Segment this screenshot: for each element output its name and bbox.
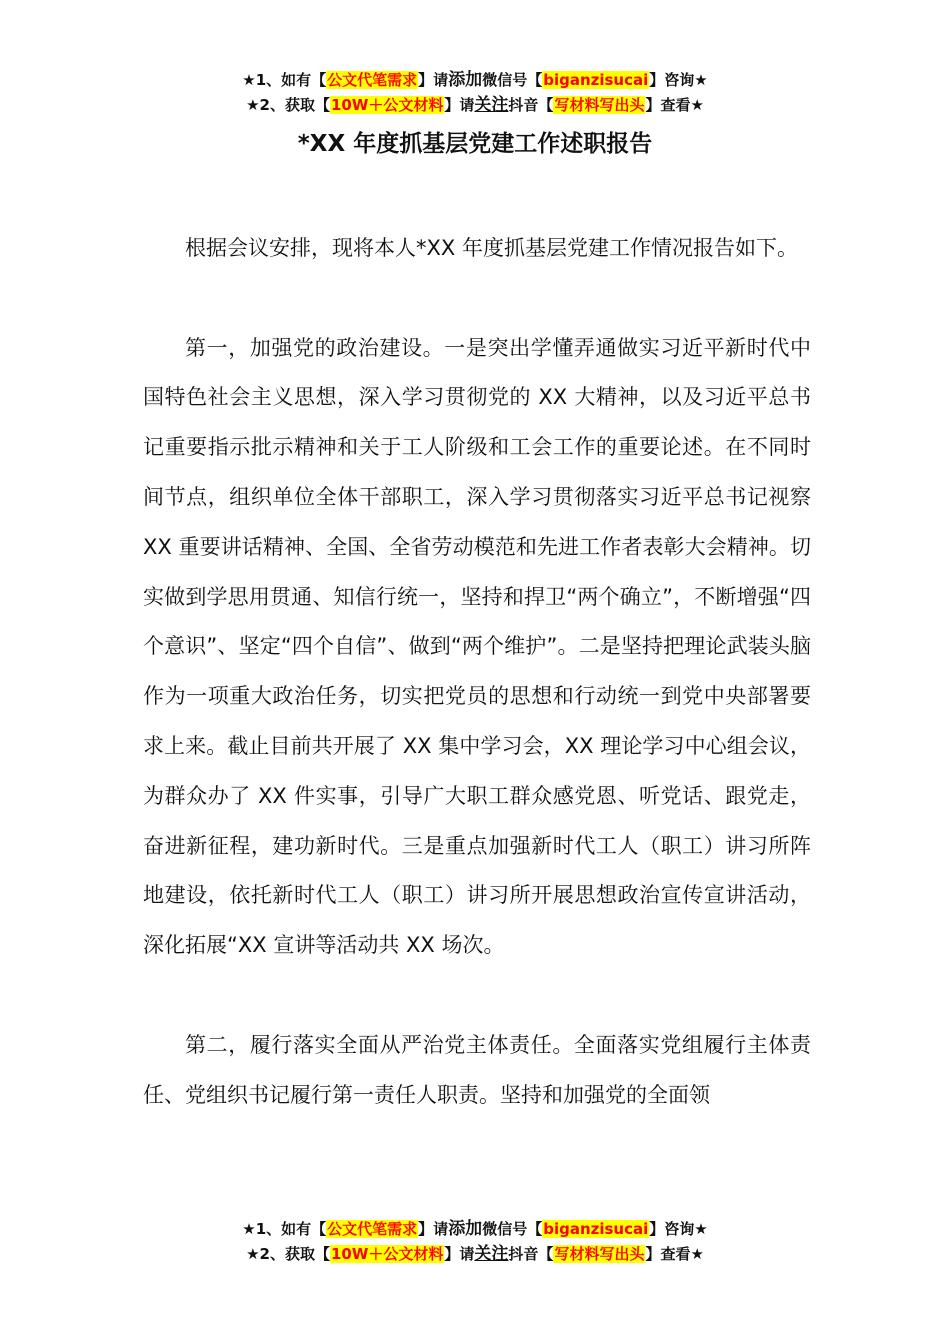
promo-banner-top [0, 68, 950, 118]
promo-text: 】咨询★ [649, 71, 708, 89]
promo-text: 】查看★ [645, 1245, 704, 1263]
promo-highlight-wechat-id: biganzisucai [543, 1220, 649, 1238]
promo-text: 】请 [418, 71, 449, 89]
promo-emphasis: 添加 [448, 70, 483, 90]
promo-text: ★2、获取【 [246, 1245, 330, 1263]
promo-highlight-materials: 10W＋公文材料 [330, 1245, 444, 1263]
promo-highlight-account: 写材料写出头 [554, 96, 645, 114]
promo-text: ★1、如有【 [242, 71, 327, 89]
promo-highlight-account: 写材料写出头 [554, 1245, 645, 1263]
promo-highlight-materials: 10W＋公文材料 [330, 96, 444, 114]
paragraph-party-responsibility: 第二，履行落实全面从严治党主体责任。全面落实党组履行主体责任、党组织书记履行第一责任人职责。坚持和加强党的全面领 [143, 1032, 811, 1107]
promo-text: 】咨询★ [649, 1220, 708, 1238]
promo-text: 微信号【 [482, 1220, 543, 1238]
promo-text: 抖音【 [508, 96, 554, 114]
paragraph-intro: 根据会议安排，现将本人*XX 年度抓基层党建工作情况报告如下。 [185, 236, 798, 260]
promo-line-1 [0, 68, 950, 93]
document-body [143, 224, 811, 1120]
promo-emphasis: 关注 [474, 95, 509, 115]
promo-text: 抖音【 [508, 1245, 554, 1263]
promo-text: 】请 [418, 1220, 449, 1238]
promo-highlight-wechat-id: biganzisucai [543, 71, 649, 89]
promo-text: 微信号【 [482, 71, 543, 89]
promo-banner-bottom [0, 1217, 950, 1267]
promo-highlight-service: 公文代笔需求 [327, 1220, 418, 1238]
promo-text: 】请 [444, 96, 475, 114]
promo-text: 】查看★ [645, 96, 704, 114]
paragraph-political-building: 第一，加强党的政治建设。一是突出学懂弄通做实习近平新时代中国特色社会主义思想，深入学习贯彻党的 XX 大精神，以及习近平总书记重要指示批示精神和关于工人阶级和工会工作的重要论述。在不同时间节点，组织单位全体干部职工，深入学习贯彻落实习近平总书记视察 XX 重要讲话精神、全国、全省劳动模范和先进工作者表彰大会精神。切实做到学思用贯通、知信行统一，坚持和捍卫“两个确立”，不断增强“四个意识”、坚定“四个自信”、做到“两个维护”。二是坚持把理论武装头脑作为一项重大政治任务，切实把党员的思想和行动统一到党中央部署要求上来。截止目前共开展了 XX 集中学习会，XX 理论学习中心组会议，为群众办了 XX 件实事，引导广大职工群众感党恩、听党话、跟党走，奋进新征程，建功新时代。三是重点加强新时代工人（职工）讲习所阵地建设，依托新时代工人（职工）讲习所开展思想政治宣传宣讲活动，深化拓展“XX 宣讲等活动共 XX 场次。 [143, 335, 811, 958]
promo-line-2 [0, 1242, 950, 1267]
promo-line-2 [0, 93, 950, 118]
promo-text: ★1、如有【 [242, 1220, 327, 1238]
promo-line-1 [0, 1217, 950, 1242]
promo-emphasis: 关注 [474, 1244, 509, 1264]
promo-highlight-service: 公文代笔需求 [327, 71, 418, 89]
document-title: *XX 年度抓基层党建工作述职报告 [297, 131, 653, 157]
promo-text: 】请 [444, 1245, 475, 1263]
promo-text: ★2、获取【 [246, 96, 330, 114]
promo-emphasis: 添加 [448, 1219, 483, 1239]
